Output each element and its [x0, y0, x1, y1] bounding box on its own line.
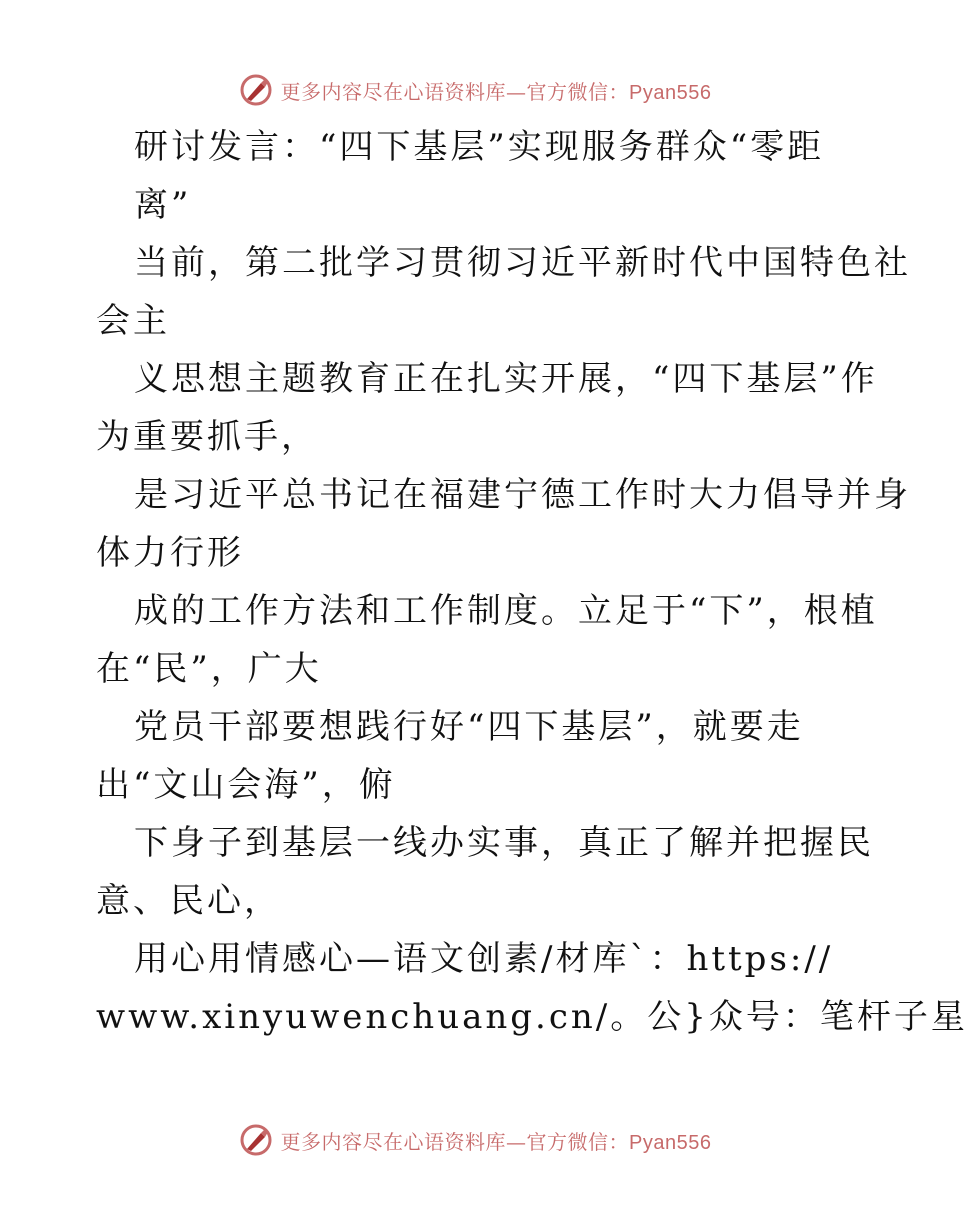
pen-logo-icon [239, 73, 273, 107]
paragraph-line: 出“文山会海”，俯 [96, 765, 396, 805]
title-line-2: 离” [134, 185, 192, 225]
paragraph-line: 体力行形 [96, 533, 244, 573]
watermark-wechat-id: Pyan556 [629, 1131, 712, 1154]
header-watermark [0, 70, 950, 110]
paragraph-line: 成的工作方法和工作制度。立足于“下”，根植 [134, 591, 878, 631]
watermark-text [281, 76, 712, 105]
paragraph-line: 是习近平总书记在福建宁德工作时大力倡导并身 [134, 475, 911, 515]
footer-watermark [0, 1120, 950, 1160]
paragraph-line: 当前，第二批学习贯彻习近平新时代中国特色社 [134, 243, 911, 283]
paragraph-line: 会主 [96, 301, 170, 341]
paragraph-line: 下身子到基层一线办实事，真正了解并把握民 [134, 823, 874, 863]
title-line-1: 研讨发言：“四下基层”实现服务群众“零距 [134, 127, 825, 167]
watermark-text-cn: 更多内容尽在心语资料库—官方微信： [280, 1129, 630, 1154]
document-body [96, 118, 968, 1046]
watermark-wechat-id: Pyan556 [629, 81, 712, 104]
pen-logo-icon [239, 1123, 273, 1157]
paragraph-line: 意、民心， [96, 881, 281, 921]
paragraph-line: 用心用情感心—语文创素/材库`：https:// [134, 939, 834, 979]
paragraph-line: 在“民”，广大 [96, 649, 322, 689]
paragraph-line: 义思想主题教育正在扎实开展，“四下基层”作 [134, 359, 878, 399]
watermark-text-cn: 更多内容尽在心语资料库—官方微信： [280, 79, 630, 104]
paragraph-line: 党员干部要想践行好“四下基层”，就要走 [134, 707, 804, 747]
watermark-text [281, 1126, 712, 1155]
paragraph-line: 为重要抓手， [96, 417, 318, 457]
paragraph-line: www.xinyuwenchuang.cn/。公}众号：笔杆子星 [96, 997, 968, 1037]
